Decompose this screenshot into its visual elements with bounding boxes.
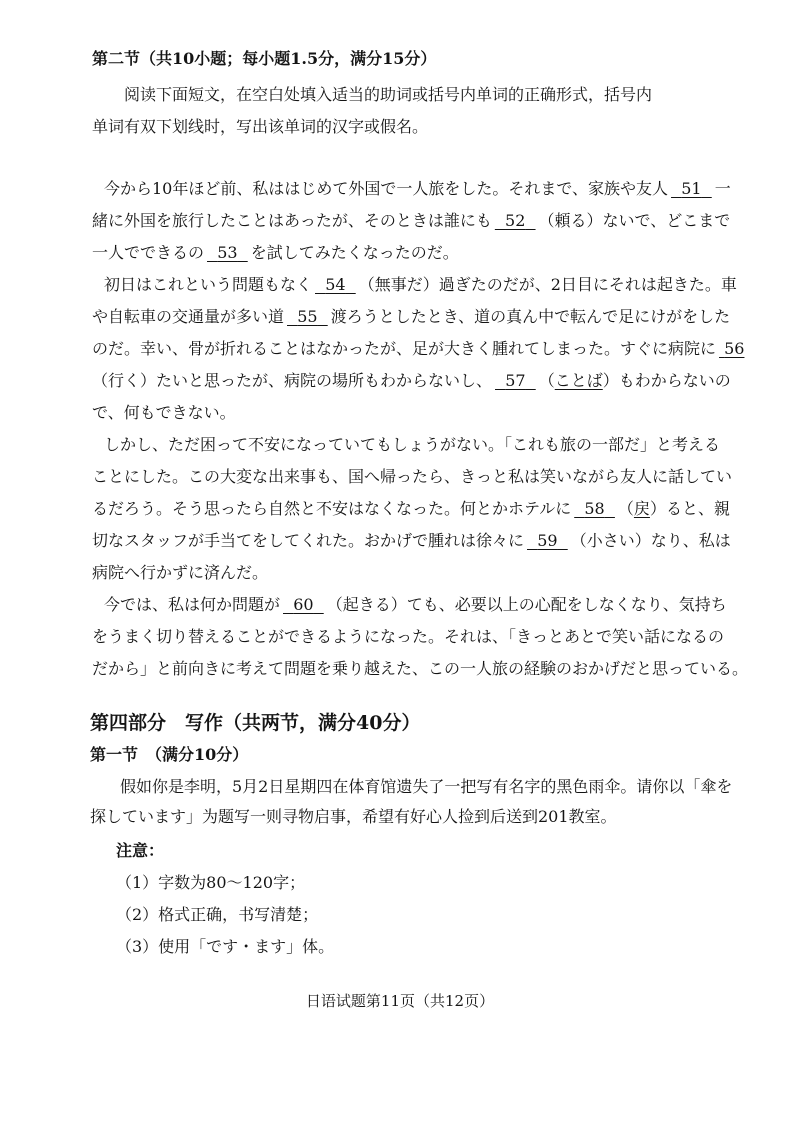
passage-line: をうまく切り替えることができるようになった。それは、「きっとあとで笑い話になるの [92,627,725,646]
note-label: 注意： [116,841,165,860]
passage-line: 今では、私は何か問題が 60 （起きる）ても、必要以上の心配をしなくなり、気持ち [104,595,727,614]
blank-52: 52 [505,211,526,230]
double-underlined-word: 戻 [633,499,650,518]
passage-line: や自転車の交通量が多い道 55 渡ろうとしたとき、道の真ん中で転んで足にけがをした [92,307,731,326]
part-title: 第四部分 写作（共两节，满分40分） [90,712,421,734]
page-footer: 日语试题第11页（共12页） [305,992,495,1010]
passage-line: 今から10年ほど前、私ははじめて外国で一人旅をした。それまで、家族や友人 51 一 [104,179,731,198]
section-heading: 第二节（共10小题；每小题1.5分，满分15分） [92,49,437,68]
passage-line: のだ。幸い、骨が折れることはなかったが、足が大きく腫れてしまった。すぐに病院に 56 [92,338,792,360]
passage-line: 切なスタッフが手当てをしてくれた。おかげで腫れは徐々に 59 （小さい）なり、私は [92,531,731,550]
blank-51: 51 [681,179,702,198]
blank-58: 58 [584,499,605,518]
passage-line: （行く）たいと思ったが、病院の場所もわからないし、 57 （ことば）もわからないの [92,371,731,390]
blank-59: 59 [537,531,558,550]
passage-line: 初日はこれという問題もなく 54 （無事だ）過ぎたのだが、2日目にそれは起きた。車 [104,275,737,294]
note-item: （3）使用「です・ます」体。 [116,937,335,956]
blank-55: 55 [297,307,318,326]
note-item: （1）字数为80～120字； [116,873,306,892]
task-text: 假如你是李明，5月2日星期四在体育馆遗失了一把写有名字的黑色雨伞。请你以「傘を [120,777,733,796]
passage-line: ことにした。この大変な出来事も、国へ帰ったら、きっと私は笑いながら友人に話してい [92,467,733,486]
passage-line: 一人でできるの 53 を試してみたくなったのだ。 [92,243,459,262]
passage-line: しかし、ただ困って不安になっていてもしょうがない。「これも旅の一部だ」と考える [104,435,721,454]
section-heading: 第一节 （满分10分） [90,745,249,764]
note-item: （2）格式正确，书写清楚； [116,905,319,924]
blank-54: 54 [325,275,346,294]
task-text: 探しています」为题写一则寻物启事，希望有好心人捡到后送到201教室。 [90,807,617,826]
passage-line: だから」と前向きに考えて問題を乗り越えた、この一人旅の経験のおかげだと思っている。 [92,659,749,678]
blank-53: 53 [217,243,238,262]
blank-60: 60 [293,595,314,614]
passage-line: 病院へ行かずに済んだ。 [92,563,269,582]
blank-56: 56 [724,339,745,358]
instruction-line-2: 单词有双下划线时，写出该单词的汉字或假名。 [92,117,429,136]
passage-line: 緒に外国を旅行したことはあったが、そのときは誰にも 52 （頼る）ないで、どこまで [92,211,731,230]
double-underlined-word: ことば [554,371,603,390]
blank-57: 57 [505,371,526,390]
instruction-line-1: 阅读下面短文，在空白处填入适当的助词或括号内单词的正确形式，括号内 [124,85,653,104]
passage-line: で、何もできない。 [92,403,236,422]
passage-line: るだろう。そう思ったら自然と不安はなくなった。何とかホテルに 58 （戻）ると、親 [92,499,730,518]
